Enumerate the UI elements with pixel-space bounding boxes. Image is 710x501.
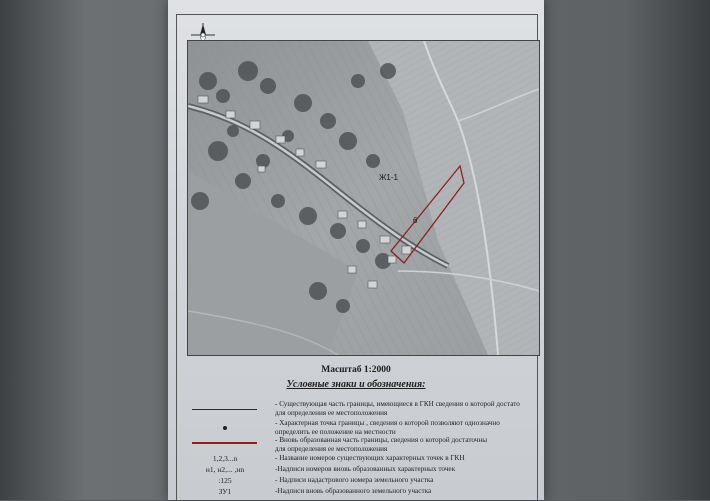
existing-boundary-line-icon xyxy=(192,409,257,410)
zone-label: Ж1-1 xyxy=(379,173,398,182)
legend-title: Условные знаки и обозначения: xyxy=(286,379,426,390)
legend-text: -Надписи вновь образованного земельного участка xyxy=(275,487,432,495)
legend-text: - Вновь образованная часть границы, сведения о которой достаточны для определения ее местоположения xyxy=(275,436,488,453)
legend-text: - Надписи надастрового номера земельного участка xyxy=(275,476,434,484)
legend-text: - Существующая часть границы, имеющиеся в ГКН сведения о которой достато для определения ее местоположения xyxy=(275,400,520,417)
aerial-map xyxy=(187,40,540,356)
scale-title: Масштаб 1:2000 xyxy=(321,365,391,375)
new-boundary-line-icon xyxy=(192,442,257,444)
legend-symbol: н1, н2,... ,нn xyxy=(205,465,245,474)
legend-text: - Характерная точка границы , сведения о которой позволяют однозначно определить ее положение на местности xyxy=(275,419,500,436)
boundary-point-dot-icon xyxy=(223,426,227,430)
legend-text: -Надписи номеров вновь образованных характерных точек xyxy=(275,465,456,473)
parcel-label: 6 xyxy=(413,216,418,225)
legend-symbol: 1,2,3...n xyxy=(212,454,238,463)
legend-symbol: ЗУ1 xyxy=(218,487,232,496)
legend-symbol: :125 xyxy=(218,476,232,485)
legend-text: - Название номеров существующих характерных точек в ГКН xyxy=(275,454,465,462)
